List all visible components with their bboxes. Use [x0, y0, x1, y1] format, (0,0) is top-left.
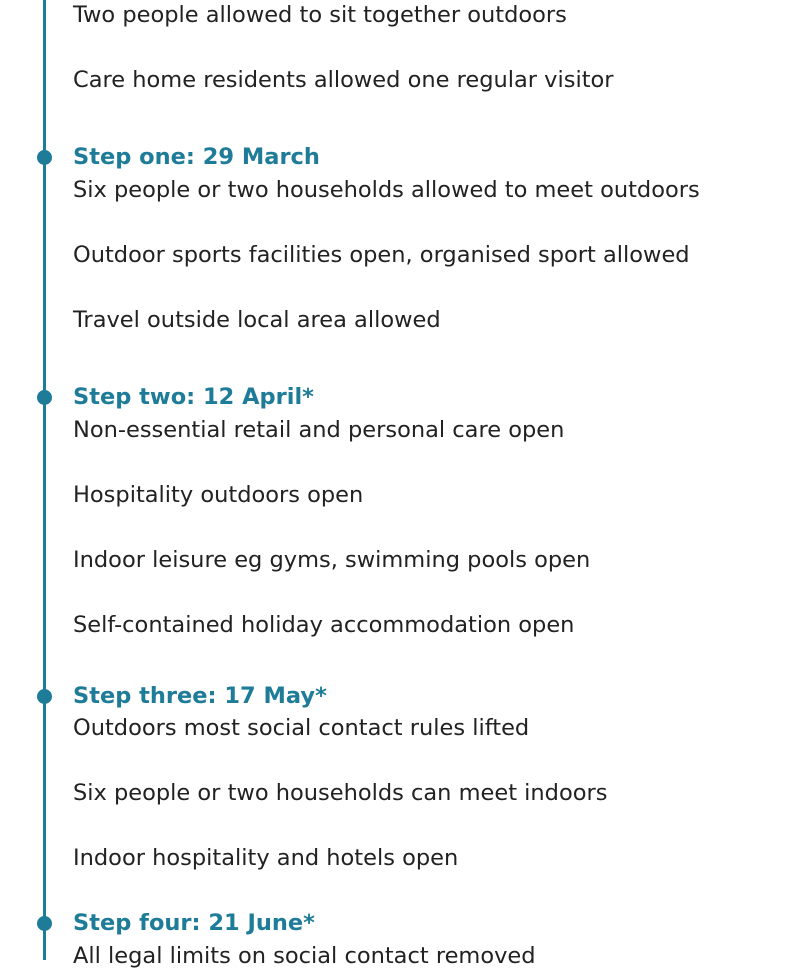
intro-item: Care home residents allowed one regular visitor	[73, 67, 614, 93]
step-two-item: Self-contained holiday accommodation open	[73, 612, 575, 638]
step-one-heading: Step one: 29 March	[73, 144, 320, 170]
step-three-item: Six people or two households can meet indoors	[73, 780, 608, 806]
timeline-dot	[37, 150, 52, 165]
intro-item: Two people allowed to sit together outdoors	[73, 2, 567, 28]
step-two-heading: Step two: 12 April*	[73, 384, 314, 410]
step-two-item: Indoor leisure eg gyms, swimming pools open	[73, 547, 591, 573]
step-one-item: Travel outside local area allowed	[73, 307, 441, 333]
step-one-item: Six people or two households allowed to meet outdoors	[73, 177, 700, 203]
timeline-dot	[37, 916, 52, 931]
timeline-line	[43, 0, 46, 960]
step-four-heading: Step four: 21 June*	[73, 910, 315, 936]
timeline-dot	[37, 390, 52, 405]
step-three-item: Outdoors most social contact rules lifted	[73, 715, 530, 741]
step-three-heading: Step three: 17 May*	[73, 683, 327, 709]
step-two-item: Hospitality outdoors open	[73, 482, 364, 508]
step-two-item: Non-essential retail and personal care open	[73, 417, 565, 443]
step-four-item: All legal limits on social contact removed	[73, 943, 536, 969]
step-one-item: Outdoor sports facilities open, organised sport allowed	[73, 242, 690, 268]
timeline-dot	[37, 689, 52, 704]
step-three-item: Indoor hospitality and hotels open	[73, 845, 459, 871]
